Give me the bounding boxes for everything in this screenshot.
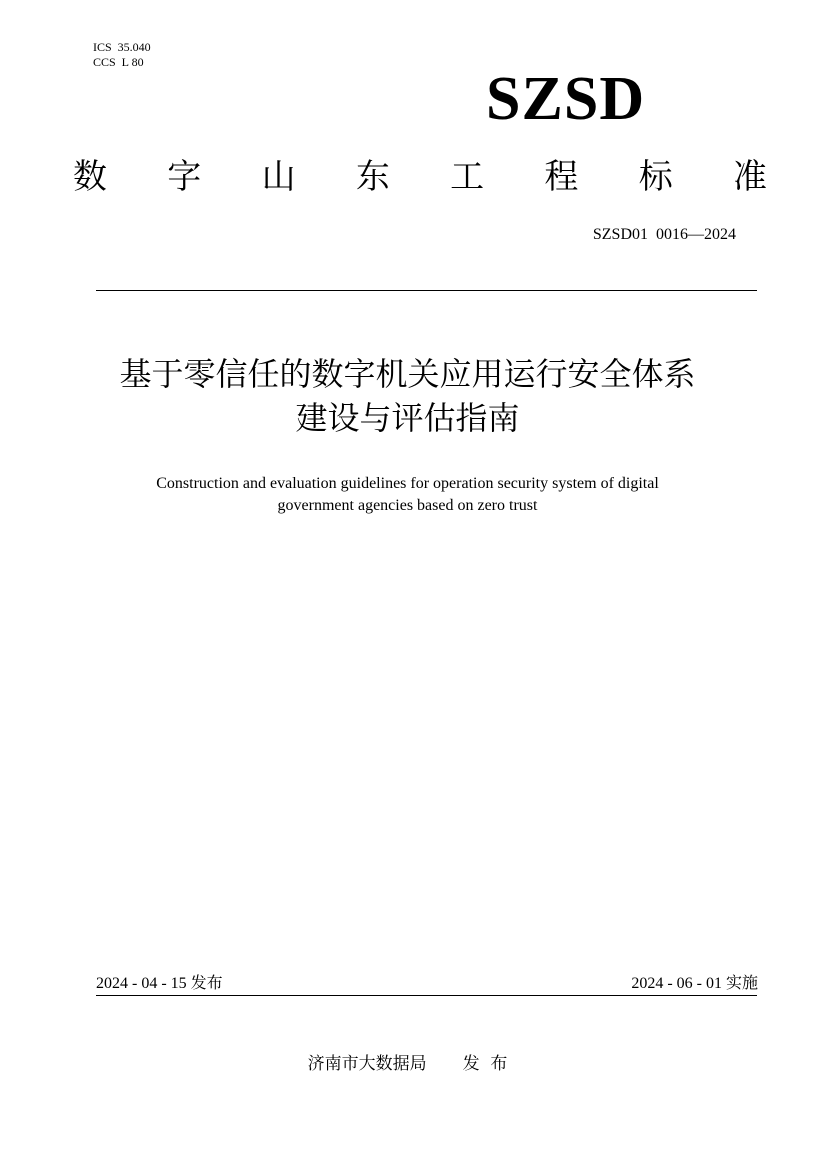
standard-type-char: 字 (167, 157, 202, 197)
title-zh-line-1: 基于零信任的数字机关应用运行安全体系 (119, 355, 696, 393)
standard-type-char: 标 (638, 157, 673, 197)
top-divider (96, 290, 757, 291)
standard-number: SZSD01 0016—2024 (592, 226, 736, 243)
standard-type-char: 山 (261, 157, 296, 197)
standard-type-char: 东 (355, 157, 390, 197)
document-title-zh (40, 352, 775, 440)
title-en-line-2: government agencies based on zero trust (277, 497, 538, 514)
implementation-label: 实施 (725, 973, 758, 992)
publisher-name: 济南市大数据局 (307, 1054, 427, 1074)
bottom-divider (96, 995, 757, 996)
implementation-date: 2024 - 06 - 01 (631, 975, 726, 992)
standard-type-char: 数 (73, 157, 107, 197)
standard-type-char: 程 (544, 157, 579, 197)
standard-type-heading (70, 152, 770, 202)
issue-date-block (96, 973, 223, 994)
publisher-line (0, 1052, 815, 1076)
ccs-code: CCS L 80 (93, 55, 144, 69)
issue-label: 发布 (190, 973, 223, 992)
publisher-action: 发 布 (462, 1054, 508, 1074)
standard-type-char: 准 (732, 157, 767, 197)
issue-date: 2024 - 04 - 15 (96, 975, 191, 992)
title-zh-line-2: 建设与评估指南 (295, 399, 520, 437)
document-title-en (60, 473, 755, 517)
implementation-date-block (631, 973, 758, 994)
szsd-logo: SZSD (486, 65, 646, 133)
classification-codes (93, 40, 151, 70)
ics-code: ICS 35.040 (93, 40, 151, 54)
standard-type-char: 工 (450, 157, 485, 197)
title-en-line-1: Construction and evaluation guidelines for operation security system of digital (156, 475, 659, 492)
